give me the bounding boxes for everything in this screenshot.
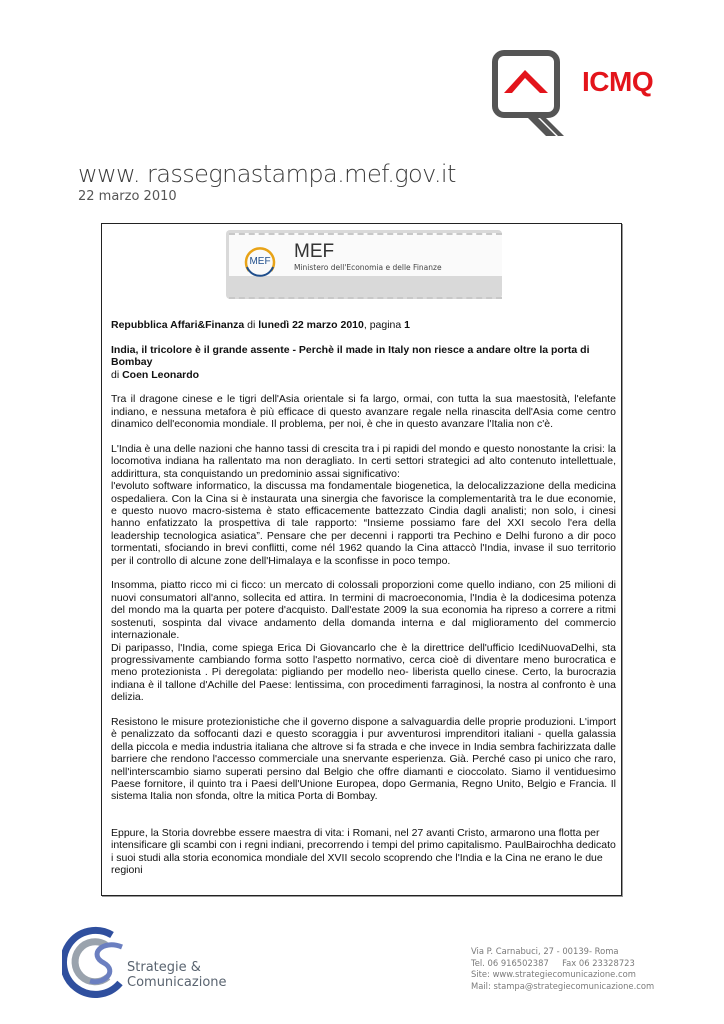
address: Via P. Carnabuci, 27 - 00139- Roma (471, 946, 619, 956)
contact-info (471, 946, 654, 992)
byline: di Coen Leonardo (111, 368, 200, 381)
company-name: Strategie & Comunicazione (127, 960, 227, 990)
strategie-comunicazione-logo-icon (62, 925, 132, 1000)
paragraph: Eppure, la Storia dovrebbe essere maestra di vita: i Romani, nel 27 avanti Cristo, armarono una flotta per intensificare gli scambi con i regni indiani, precorrendo i tempi del primo capitalismo. PaulBairochha dedicato i suoi studi alla storia economica mondiale del XVII secolo scoprendo che l'India e la Cina ne erano le due regioni (111, 826, 616, 876)
article-headline: India, il tricolore è il grande assente - Perchè il made in Italy non riesce a andare oltre la porta di Bombay (111, 343, 590, 369)
email-link[interactable]: Mail: stampa@strategiecomunicazione.com (471, 980, 655, 991)
website-link[interactable]: Site: www.strategiecomunicazione.com (471, 969, 636, 979)
source-line: Repubblica Affari&Finanza di lunedì 22 marzo 2010, pagina 1 (111, 319, 411, 331)
publication-date: lunedì 22 marzo 2010 (258, 319, 364, 331)
publication-name: Repubblica Affari&Finanza (111, 319, 245, 331)
svg-text:MEF: MEF (249, 256, 271, 267)
page-number: 1 (404, 319, 411, 331)
paragraph: Resistono le misure protezionistiche che il governo dispone a salvaguardia delle proprie produzioni. L'import è penalizzato da soffocanti dazi e questo scoraggia i pur avventurosi imprenditori italiani - quella galassia della piccola e media industria italiana che altrove si fa strada e che invece in India sembra fachirizzata dalle barriere che rendono l'accesso commerciale una snervante esperienza. Già. Perché caso pi unico che raro, nell'interscambio siamo superati persino dal Belgio che offre diamanti e cioccolato. Siamo il ventiduesimo Paese fornitore, il quinto tra i Paesi dell'Unione Europea, dopo Germania, Regno Unito, Belgio e Francia. Il sistema Italia non sfonda, oltre la mitica Porta di Bombay. (111, 715, 616, 803)
site-url: www. rassegnastampa.mef.gov.it (78, 160, 456, 188)
paragraph: L'India è una delle nazioni che hanno tassi di crescita tra i pi rapidi del mondo e questo nonostante la crisi: la locomotiva indiana ha rallentato ma non deragliato. In certi settori strategici ad alto contenuto intellettuale, addirittura, sta conquistando un predominio assai significativo: (111, 443, 616, 480)
article-box (101, 223, 622, 896)
article-content (111, 319, 616, 889)
author-name: Coen Leonardo (122, 368, 200, 381)
mef-title: MEF (294, 241, 335, 262)
mef-banner (226, 230, 502, 299)
phone-fax: Tel. 06 916502387 Fax 06 23328723 (471, 957, 635, 968)
mef-subtitle: Ministero dell'Economia e delle Finanze (294, 263, 442, 272)
icmq-brand-text: ICMQ (582, 66, 654, 97)
site-date: 22 marzo 2010 (78, 189, 177, 204)
paragraph: Insomma, piatto ricco mi ci ficco: un mercato di colossali proporzioni come quello indiano, con 25 milioni di nuovi consumatori all'anno, sollecita ed attira. In termini di macroeconomia, l'India è la dodicesima potenza del mondo ma la quarta per potere d'acquisto. Dall'estate 2009 la sua economia ha ripreso a correre a ritmi sostenuti, sospinta dal vivace andamento della domanda interna e dal miglioramento del commercio internazionale. (111, 579, 616, 642)
paragraph: Tra il dragone cinese e le tigri dell'Asia orientale si fa largo, ormai, con tutta la sua maestosità, l'elefante indiano, e nessuna metafora è più efficace di questo avanzare regale nella rinascita dell'Asia come centro dinamico dell'economia mondiale. Il problema, per noi, è che in questo avanzare l'Italia non c'è. (111, 393, 616, 431)
paragraph: l'evoluto software informatico, la discussa ma fondamentale biogenetica, la delocalizzazione della medicina ospedaliera. Con la Cina si è instaurata una sinergia che favorisce la complementarità tra le due economie, e questo nuovo macro-sistema è stato efficacemente battezzato Cindia dagli analisti; non solo, i cinesi hanno enfatizzato la prospettiva di tale rapporto: “Insieme possiamo fare del XXI secolo l'era della leadership tecnologica asiatica”. Pensare che per decenni i rapporti tra Pechino e Delhi furono a dir poco tormentati, sfociando in brevi conflitti, come nél 1962 quando la Cina attaccò l'India, invase il suo territorio per il controllo di alcune zone dell'Himalaya e la sconfisse in poco tempo. (111, 480, 616, 567)
paragraph: Di paripasso, l'India, come spiega Erica Di Giovancarlo che è la direttrice dell'ufficio IcediNuovaDelhi, sta progressivamente cambiando forma sotto l'aspetto normativo, cerca cioè di diventare meno burocratica e meno protezionista . Pi deregolata: pigliando per modello neo- liberista quello cinese. Certo, la burocrazia indiana è il tallone d'Achille del Paese: lentissima, con procedimenti farraginosi, la nostra al confronto è una delizia. (111, 641, 616, 704)
mef-logo-icon (243, 243, 277, 277)
